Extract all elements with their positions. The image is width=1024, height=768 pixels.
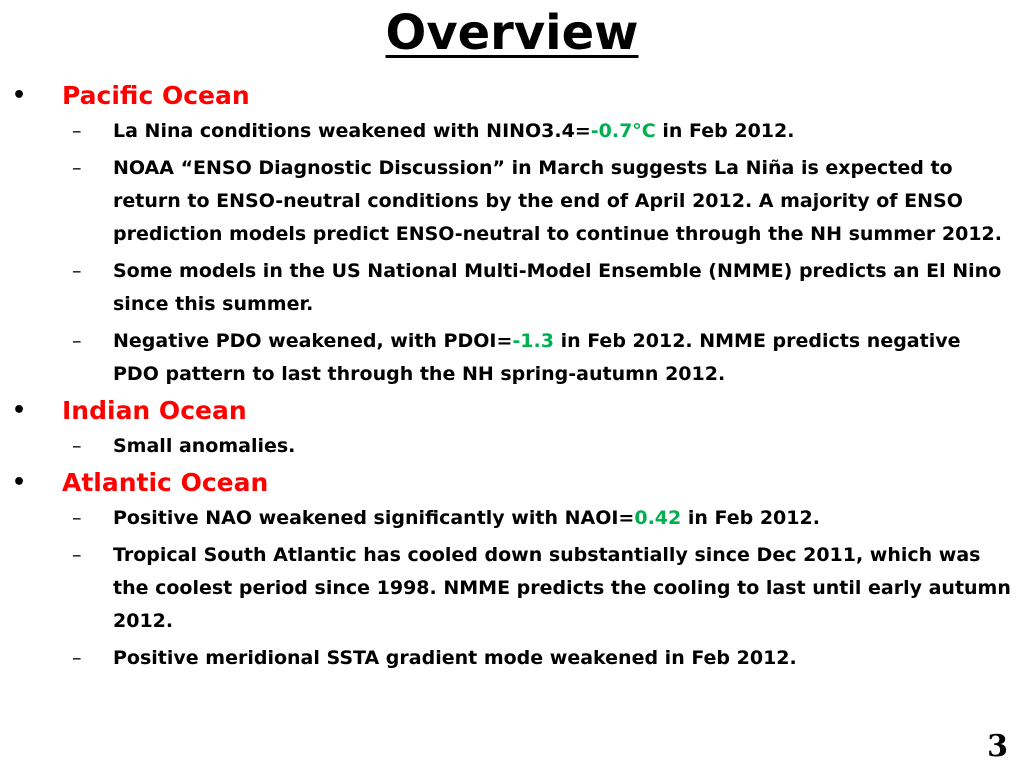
item-list [0, 430, 1024, 463]
item-text: Negative PDO weakened, with PDOI= [113, 330, 513, 352]
list-item [0, 430, 1024, 463]
dash-icon: – [72, 120, 82, 142]
item-list [0, 502, 1024, 675]
bullet-icon: • [12, 398, 27, 423]
dash-icon: – [72, 507, 82, 529]
slide-title-text: Overview [385, 5, 639, 61]
item-text: NOAA “ENSO Diagnostic Discussion” in March suggests La Niña is expected to return to ENSO-neutral conditions by the end of April 2012. A majority of ENSO prediction models predict ENSO-neutral to continue through the NH summer 2012. [113, 157, 1002, 245]
list-item [0, 325, 1024, 391]
section-heading-text: Pacific Ocean [62, 81, 250, 110]
item-text-after: in Feb 2012. NMME predicts negative PDO pattern to last through the NH spring-autumn 2012. [113, 330, 961, 385]
item-value: 0.42 [634, 507, 682, 529]
slide-content [0, 80, 1024, 679]
bullet-icon: • [12, 470, 27, 495]
item-text: Tropical South Atlantic has cooled down substantially since Dec 2011, which was the coolest period since 1998. NMME predicts the cooling to last until early autumn 2012. [113, 544, 1011, 632]
dash-icon: – [72, 260, 82, 282]
item-value: -1.3 [512, 330, 554, 352]
bullet-icon: • [12, 83, 27, 108]
section-heading [0, 395, 1024, 427]
section-pacific-ocean [0, 80, 1024, 391]
list-item [0, 255, 1024, 321]
list-item [0, 152, 1024, 251]
dash-icon: – [72, 544, 82, 566]
section-heading [0, 467, 1024, 499]
dash-icon: – [72, 647, 82, 669]
section-atlantic-ocean [0, 467, 1024, 675]
dash-icon: – [72, 330, 82, 352]
slide-title [0, 4, 1024, 62]
list-item [0, 502, 1024, 535]
item-text: Positive NAO weakened significantly with NAOI= [113, 507, 635, 529]
page-number: 3 [987, 729, 1008, 764]
item-text-after: in Feb 2012. [655, 120, 795, 142]
item-text: Some models in the US National Multi-Model Ensemble (NMME) predicts an El Nino since this summer. [113, 260, 1002, 315]
item-text: Positive meridional SSTA gradient mode weakened in Feb 2012. [113, 647, 797, 669]
dash-icon: – [72, 435, 82, 457]
item-value: -0.7°C [590, 120, 656, 142]
list-item [0, 115, 1024, 148]
list-item [0, 539, 1024, 638]
list-item [0, 642, 1024, 675]
section-heading-text: Atlantic Ocean [62, 468, 269, 497]
item-list [0, 115, 1024, 391]
section-indian-ocean [0, 395, 1024, 463]
section-heading [0, 80, 1024, 112]
item-text: Small anomalies. [113, 435, 296, 457]
dash-icon: – [72, 157, 82, 179]
item-text: La Nina conditions weakened with NINO3.4= [113, 120, 591, 142]
section-heading-text: Indian Ocean [62, 396, 247, 425]
item-text-after: in Feb 2012. [681, 507, 820, 529]
